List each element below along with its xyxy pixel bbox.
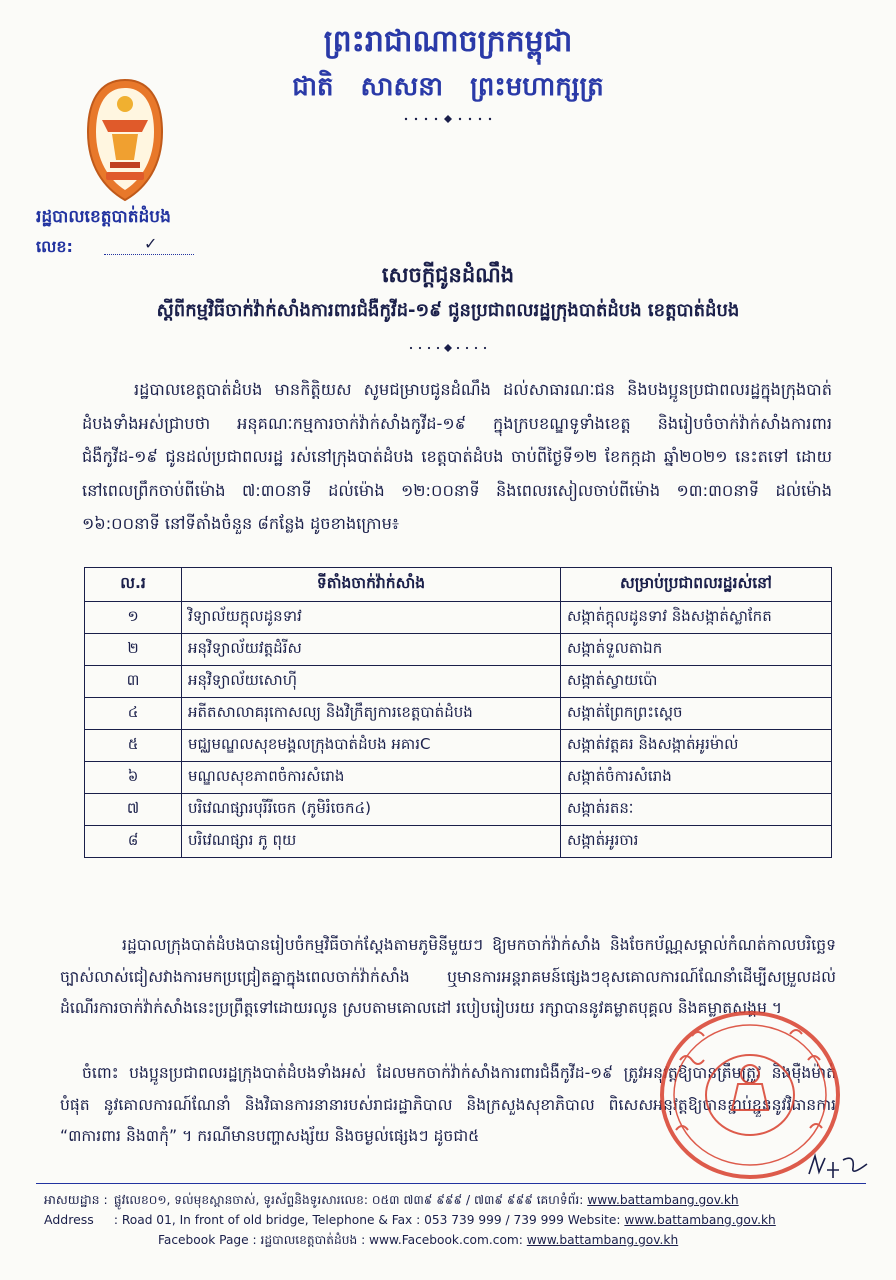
footer bbox=[44, 1190, 864, 1250]
column-header-area: សម្រាប់ប្រជាពលរដ្ឋរស់នៅ bbox=[561, 568, 832, 602]
ornament-divider-icon bbox=[406, 343, 490, 353]
footer-address-text-khmer: ផ្លូវលេខ០១, ទល់មុខស្ពានចាស់, ទូរស័ព្ទនិងទូរសារលេខ: ០៥៣ ៧៣៩ ៩៩៩ / ៧៣៩ ៩៩៩ គេហទំព័រ: bbox=[113, 1193, 584, 1207]
website-link[interactable]: www.battambang.gov.kh bbox=[587, 1193, 739, 1207]
served-area: សង្កាត់អូរចារ bbox=[561, 826, 832, 858]
table-row bbox=[85, 634, 832, 666]
served-area: សង្កាត់ស្វាយប៉ោ bbox=[561, 666, 832, 698]
site-name: បរិវេណផ្សារ ភូ ពុយ bbox=[182, 826, 561, 858]
served-area: សង្កាត់រតនៈ bbox=[561, 794, 832, 826]
row-number: ៨ bbox=[85, 826, 182, 858]
vaccination-sites-table bbox=[84, 567, 832, 858]
site-name: អនុវិទ្យាល័យវត្តដំរីស bbox=[182, 634, 561, 666]
footer-address-english bbox=[44, 1210, 864, 1230]
footer-address-label-khmer: អាសយដ្ឋាន : bbox=[44, 1192, 108, 1207]
footer-address-label-english: Address bbox=[44, 1212, 94, 1227]
table-row bbox=[85, 826, 832, 858]
ornament-divider-icon bbox=[400, 114, 496, 124]
footer-facebook bbox=[44, 1230, 864, 1250]
site-name: អតីតសាលាគរុកោសល្យ និងវិក្រឹត្យការខេត្តបាត់ដំបង bbox=[182, 698, 561, 730]
table-header-row bbox=[85, 568, 832, 602]
site-name: មណ្ឌលសុខភាពចំការសំរោង bbox=[182, 762, 561, 794]
table-row bbox=[85, 794, 832, 826]
document-title: សេចក្តីជូនដំណឹង bbox=[381, 263, 515, 287]
site-name: បរិវេណផ្សារបុរីរីចេក (ភូមិរំចេក៤) bbox=[182, 794, 561, 826]
table-row bbox=[85, 602, 832, 634]
site-name: មជ្ឈមណ្ឌលសុខមង្គលក្រុងបាត់ដំបង អគារC bbox=[182, 730, 561, 762]
served-area: សង្កាត់ចំការសំរោង bbox=[561, 762, 832, 794]
document-subject: ស្តីពីកម្មវិធីចាក់វ៉ាក់សាំងការពារជំងឺកូវីដ-១៩ ជូនប្រជាពលរដ្ឋក្រុងបាត់ដំបង ខេត្តបាត់ដំបង bbox=[156, 300, 740, 321]
row-number: ២ bbox=[85, 634, 182, 666]
kingdom-heading: ព្រះរាជាណាចក្រកម្ពុជា bbox=[323, 24, 573, 59]
row-number: ៣ bbox=[85, 666, 182, 698]
procedure-paragraph: រដ្ឋបាលក្រុងបាត់ដំបងបានរៀបចំកម្មវិធីចាក់ស្តែងតាមភូមិនីមួយៗ ឱ្យមកចាក់វ៉ាក់សាំង និងចែកប័ណ្ណសម្គាល់កំណត់កាលបរិច្ឆេទច្បាស់លាស់ជៀសវាងការមកប្រជ្រៀតគ្នាក្នុងពេលចាក់វ៉ាក់សាំង ឬមានការអន្តរាគមន៍ផ្សេងៗខុសគោលការណ៍ណែនាំដើម្បីសម្រួលដល់ដំណើរការចាក់វ៉ាក់សាំងនេះប្រព្រឹត្តទៅដោយរលូន ស្របតាមគោលដៅ របៀបរៀបរយ រក្សាបាននូវគម្លាតបុគ្គល និងគម្លាតសង្គម ។ bbox=[60, 936, 836, 1017]
province-emblem-icon bbox=[84, 76, 166, 204]
footer-divider bbox=[36, 1183, 866, 1184]
served-area: សង្កាត់ព្រែកព្រះស្តេច bbox=[561, 698, 832, 730]
facebook-website-link[interactable]: www.battambang.gov.kh bbox=[526, 1233, 679, 1247]
footer-address-khmer bbox=[44, 1190, 864, 1210]
table-row bbox=[85, 730, 832, 762]
reference-number-field bbox=[104, 234, 194, 255]
reference-mark: ✓ bbox=[144, 234, 158, 253]
issuing-authority: រដ្ឋបាលខេត្តបាត់ដំបង bbox=[36, 207, 171, 227]
served-area: សង្កាត់ក្តុលដូនទាវ និងសង្កាត់ស្លាកែត bbox=[561, 602, 832, 634]
table-row bbox=[85, 698, 832, 730]
guidance-paragraph: ចំពោះ បងប្អូនប្រជាពលរដ្ឋក្រុងបាត់ដំបងទាំងអស់ ដែលមកចាក់វ៉ាក់សាំងការពារជំងឺកូវីដ-១៩ ត្រូវអនុវត្តឱ្យបានត្រឹមត្រូវ និងម៉ឺងម៉ាត់បំផុត នូវគោលការណ៍ណែនាំ និងវិធានការនានារបស់រាជរដ្ឋាភិបាល និងក្រសួងសុខាភិបាល ពិសេសអនុវត្តឱ្យបានខ្ជាប់ខ្ជួននូវវិធានការ “៣ការពារ និង៣កុំ” ។ ករណីមានបញ្ហាសង្ស័យ និងចម្ងល់ផ្សេងៗ ដូចជា៥ bbox=[60, 1064, 836, 1145]
reference-number-label: លេខ: bbox=[36, 237, 73, 256]
served-area: សង្កាត់ទួលតាឯក bbox=[561, 634, 832, 666]
column-header-site: ទីតាំងចាក់វ៉ាក់សាំង bbox=[182, 568, 561, 602]
footer-address-text-english: : Road 01, In front of old bridge, Telephone & Fax : 053 739 999 / 739 999 Website: bbox=[113, 1213, 621, 1227]
row-number: ៤ bbox=[85, 698, 182, 730]
served-area: សង្កាត់វត្តគរ និងសង្កាត់អូរម៉ាល់ bbox=[561, 730, 832, 762]
footer-facebook-text: Facebook Page : រដ្ឋបាលខេត្តបាត់ដំបង : www.Facebook.com.com: bbox=[158, 1233, 523, 1247]
national-motto: ជាតិ សាសនា ព្រះមហាក្សត្រ bbox=[292, 72, 604, 102]
column-header-number: ល.រ bbox=[85, 568, 182, 602]
table-row bbox=[85, 666, 832, 698]
table-row bbox=[85, 762, 832, 794]
signature-icon bbox=[805, 1150, 875, 1180]
site-name: វិទ្យាល័យក្តុលដូនទាវ bbox=[182, 602, 561, 634]
row-number: ៦ bbox=[85, 762, 182, 794]
site-name: អនុវិទ្យាល័យសោហ៊ី bbox=[182, 666, 561, 698]
row-number: ៧ bbox=[85, 794, 182, 826]
intro-paragraph: រដ្ឋបាលខេត្តបាត់ដំបង មានកិត្តិយស សូមជម្រាបជូនដំណឹង ដល់សាធារណៈជន និងបងប្អូនប្រជាពលរដ្ឋក្នុងក្រុងបាត់ដំបងទាំងអស់ជ្រាបថា អនុគណៈកម្មការចាក់វ៉ាក់សាំងកូវីដ-១៩ ក្នុងក្របខណ្ឌទូទាំងខេត្ត និងរៀបចំចាក់វ៉ាក់សាំងការពារជំងឺកូវីដ-១៩ ជូនដល់ប្រជាពលរដ្ឋ រស់នៅក្រុងបាត់ដំបង ខេត្តបាត់ដំបង ចាប់ពីថ្ងៃទី១២ ខែកក្កដា ឆ្នាំ២០២១ នេះតទៅ ដោយនៅពេលព្រឹកចាប់ពីម៉ោង ៧:៣០នាទី ដល់ម៉ោង ១២:០០នាទី និងពេលរសៀលចាប់ពីម៉ោង ១៣:៣០នាទី ដល់ម៉ោង ១៦:០០នាទី នៅទីតាំងចំនួន ៨កន្លែង ដូចខាងក្រោម៖ bbox=[82, 380, 832, 533]
row-number: ១ bbox=[85, 602, 182, 634]
website-link[interactable]: www.battambang.gov.kh bbox=[624, 1213, 776, 1227]
row-number: ៥ bbox=[85, 730, 182, 762]
